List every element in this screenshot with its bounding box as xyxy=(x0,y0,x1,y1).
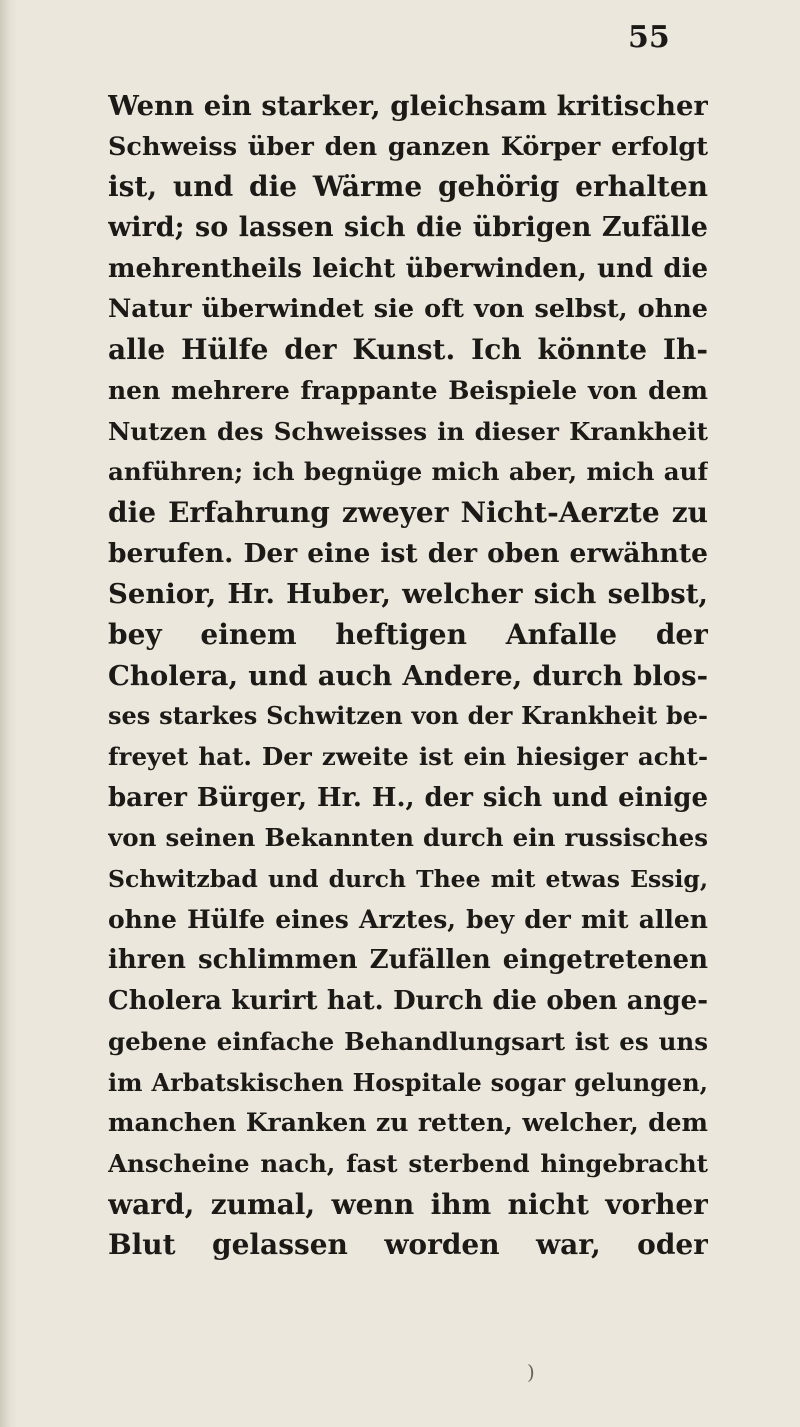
text-line: die Erfahrung zweyer Nicht-Aerzte zu xyxy=(108,495,708,529)
text-line: Natur überwindet sie oft von selbst, ohne xyxy=(108,294,708,325)
text-line: ist, und die Wärme gehörig erhalten xyxy=(108,170,708,204)
text-line: im Arbatskischen Hospitale sogar gelungen, xyxy=(108,1067,708,1097)
text-line: wird; so lassen sich die übrigen Zufälle xyxy=(108,212,708,244)
page-gutter xyxy=(0,0,18,1427)
text-line: nen mehrere frappante Beispiele von dem xyxy=(108,375,708,405)
text-line: Cholera kurirt hat. Durch die oben ange- xyxy=(108,986,708,1017)
text-line: von seinen Bekannten durch ein russisches xyxy=(108,823,708,853)
text-line: ohne Hülfe eines Arztes, bey der mit allen xyxy=(108,904,708,934)
text-line: berufen. Der eine ist der oben erwähnte xyxy=(108,537,708,569)
text-line: Wenn ein starker, gleichsam kritischer xyxy=(108,90,708,122)
text-line: gebene einfache Behandlungsart ist es uns xyxy=(108,1026,708,1056)
bottom-mark: ) xyxy=(527,1360,535,1384)
text-line: anführen; ich begnüge mich aber, mich auf xyxy=(108,457,708,487)
page-number: 55 xyxy=(628,20,670,55)
text-line: alle Hülfe der Kunst. Ich könnte Ih- xyxy=(108,333,708,367)
text-line: mehrentheils leicht überwinden, und die xyxy=(108,253,708,284)
body-text xyxy=(108,86,708,1266)
text-line: Schweiss über den ganzen Körper erfolgt xyxy=(108,131,708,162)
text-line: Senior, Hr. Huber, welcher sich selbst, xyxy=(108,578,708,611)
text-line: ses starkes Schwitzen von der Krankheit be- xyxy=(108,701,708,731)
text-line: Blut gelassen worden war, oder xyxy=(108,1228,708,1262)
text-line: Anscheine nach, fast sterbend hingebracht xyxy=(108,1148,708,1178)
text-line: manchen Kranken zu retten, welcher, dem xyxy=(108,1108,708,1138)
text-line: barer Bürger, Hr. H., der sich und einige xyxy=(108,782,708,813)
text-line: bey einem heftigen Anfalle der xyxy=(108,617,708,651)
text-line: Nutzen des Schweisses in dieser Krankheit xyxy=(108,416,708,446)
text-line: Schwitzbad und durch Thee mit etwas Essig, xyxy=(108,865,708,894)
text-line: freyet hat. Der zweite ist ein hiesiger acht- xyxy=(108,742,708,771)
text-line: ward, zumal, wenn ihm nicht vorher xyxy=(108,1187,708,1221)
text-line: Cholera, und auch Andere, durch blos- xyxy=(108,659,708,692)
text-line: ihren schlimmen Zufällen eingetretenen xyxy=(108,945,708,976)
